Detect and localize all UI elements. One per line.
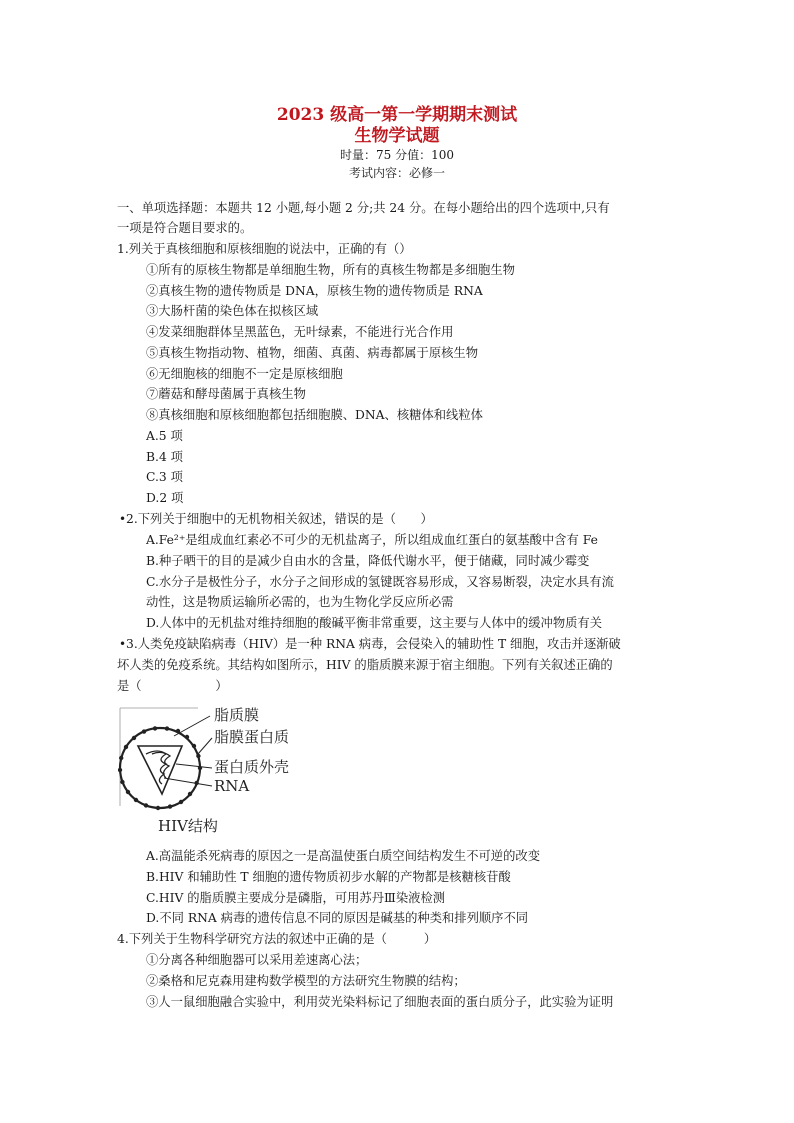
q2-option-b: B.种子晒干的目的是减少自由水的含量，降低代谢水平，便于储藏，同时减少霉变 — [146, 554, 590, 568]
exam-title: 2023 级高一第一学期期末测试 — [276, 105, 518, 125]
q1-option-c: C.3 项 — [146, 470, 183, 484]
q2-marker: • — [119, 512, 127, 526]
q2-option-c-cont: 动性，这是物质运输所必需的，也为生物化学反应所必需 — [146, 595, 454, 609]
q1-item: ②真核生物的遗传物质是 DNA，原核生物的遗传物质是 RNA — [146, 284, 483, 298]
q3-option-a: A.高温能杀死病毒的原因之一是高温使蛋白质空间结构发生不可逆的改变 — [146, 849, 540, 863]
q4-item: ②桑格和尼克森用建构数学模型的方法研究生物膜的结构； — [146, 974, 466, 988]
label-lipid-membrane: 脂质膜 — [214, 706, 260, 724]
label-membrane-protein: 脂膜蛋白质 — [214, 728, 290, 746]
q1-item: ⑤真核生物指动物、植物，细菌、真菌、病毒都属于原核生物 — [146, 346, 479, 360]
q3-stem-line2: 坏人类的免疫系统。其结构如图所示，HIV 的脂质膜来源于宿主细胞。下列有关叙述正确的 — [117, 658, 613, 672]
hiv-structure-figure — [118, 706, 318, 836]
exam-content: 考试内容：必修一 — [348, 166, 445, 180]
label-rna: RNA — [214, 777, 250, 795]
q4-item: ①分离各种细胞器可以采用差速离心法； — [146, 953, 368, 967]
lipid-membrane-shape — [120, 728, 200, 808]
q2-option-d: D.人体中的无机盐对维持细胞的酸碱平衡非常重要，这主要与人体中的缓冲物质有关 — [146, 616, 603, 630]
exam-time-score: 时量：75 分值：100 — [340, 148, 454, 162]
q2-option-c: C.水分子是极性分子，水分子之间形成的氢键既容易形成，又容易断裂，决定水具有流 — [146, 575, 614, 589]
q3-stem-line1: 3.人类免疫缺陷病毒（HIV）是一种 RNA 病毒，会侵染入的辅助性 T 细胞，攻击并逐渐破 — [126, 637, 621, 651]
hiv-diagram — [118, 706, 318, 836]
q1-option-d: D.2 项 — [146, 491, 184, 505]
q1-item: ④发菜细胞群体呈黑蓝色，无叶绿素，不能进行光合作用 — [146, 325, 454, 339]
q1-item: ⑥无细胞核的细胞不一定是原核细胞 — [146, 367, 343, 381]
section-instruction-line1: 一、单项选择题：本题共 12 小题,每小题 2 分;共 24 分。在每小题给出的四个选项中,只有 — [117, 201, 610, 215]
q1-option-a: A.5 项 — [146, 429, 183, 443]
q3-option-c: C.HIV 的脂质膜主要成分是磷脂，可用苏丹Ⅲ染液检测 — [146, 891, 446, 905]
q4-item: ③人一鼠细胞融合实验中，利用荧光染料标记了细胞表面的蛋白质分子，此实验为证明 — [146, 995, 614, 1009]
q1-item: ⑦蘑菇和酵母菌属于真核生物 — [146, 387, 306, 401]
q3-option-b: B.HIV 和辅助性 T 细胞的遗传物质初步水解的产物都是核糖核苷酸 — [146, 870, 511, 884]
q1-stem: 1.列关于真核细胞和原核细胞的说法中，正确的有（） — [117, 242, 412, 256]
q2-option-a: A.Fe²⁺是组成血红素必不可少的无机盐离子，所以组成血红蛋白的氨基酸中含有 Fe — [146, 533, 598, 547]
q1-item: ①所有的原核生物都是单细胞生物，所有的真核生物都是多细胞生物 — [146, 263, 515, 277]
q1-item: ⑧真核细胞和原核细胞都包括细胞膜、DNA、核糖体和线粒体 — [146, 408, 483, 422]
q3-marker: • — [119, 637, 127, 651]
q4-stem: 4.下列关于生物科学研究方法的叙述中正确的是（ ） — [117, 932, 437, 946]
q2-stem: 2.下列关于细胞中的无机物相关叙述，错误的是（ ） — [126, 512, 433, 526]
q1-item: ③大肠杆菌的染色体在拟核区域 — [146, 304, 319, 318]
section-instruction-line2: 一项是符合题目要求的。 — [117, 221, 253, 235]
q3-option-d: D.不同 RNA 病毒的遗传信息不同的原因是碱基的种类和排列顺序不同 — [146, 911, 529, 925]
q1-option-b: B.4 项 — [146, 450, 183, 464]
label-protein-shell: 蛋白质外壳 — [214, 758, 290, 776]
q3-stem-line3: 是（ ） — [117, 679, 228, 693]
exam-subject-title: 生物学试题 — [354, 126, 440, 146]
figure-caption: HIV结构 — [158, 817, 218, 835]
membrane-protein-dots — [118, 726, 202, 810]
